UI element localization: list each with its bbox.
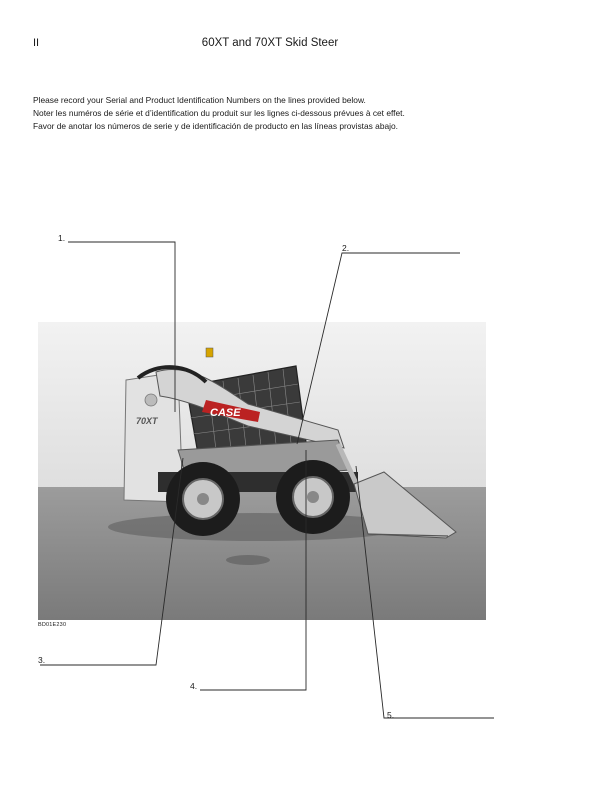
leader-line-5 — [356, 466, 494, 718]
leader-line-2 — [297, 253, 460, 444]
page-title: 60XT and 70XT Skid Steer — [201, 37, 339, 49]
leader-line-3 — [40, 458, 183, 665]
brand-decal: CASE — [210, 407, 241, 419]
callout-2-label: 2. — [342, 243, 350, 253]
leader-line-4 — [200, 450, 306, 690]
callout-5-label: 5. — [387, 710, 395, 720]
instruction-english: Please record your Serial and Product Identification Numbers on the lines provided below. — [33, 95, 366, 105]
instruction-spanish: Favor de anotar los números de serie y de identificación de producto en las líneas provistas abajo. — [33, 121, 398, 131]
callout-3-label: 3. — [38, 655, 46, 665]
instruction-french: Noter les numéros de série et d’identification du produit sur les lignes ci-dessous prévues à cet effet. — [33, 108, 405, 118]
callout-1-label: 1. — [58, 233, 66, 243]
figure-code: BD01E230 — [38, 622, 67, 628]
page-number: II — [33, 37, 40, 49]
callout-4-label: 4. — [190, 681, 198, 691]
model-decal: 70XT — [136, 416, 158, 426]
leader-line-1 — [68, 242, 175, 412]
